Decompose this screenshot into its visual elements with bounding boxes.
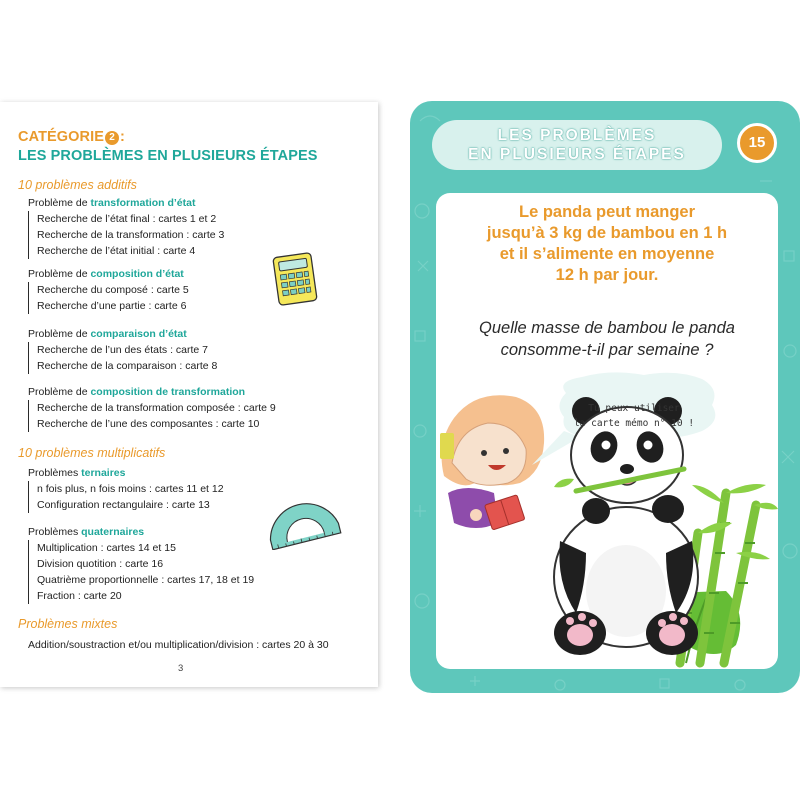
calculator-icon [272,252,318,306]
speech-bubble [566,401,702,431]
page-number: 3 [178,663,184,674]
card-title-line2: EN PLUSIEURS ÉTAPES [468,146,686,163]
group-title-highlight: comparaison d’état [90,328,187,340]
group-ternaires [28,466,224,513]
protractor-icon [262,502,344,550]
card-content-panel [436,193,778,669]
section-heading-additifs: 10 problèmes additifs [18,178,137,192]
group-title-prefix: Problème de [28,197,88,209]
bubble-line: la carte mémo n° 10 ! [573,418,695,429]
group-title-highlight: composition d’état [90,268,184,280]
problem-line: 12 h par jour. [555,266,659,284]
list-item: Multiplication : cartes 14 et 15 [37,542,176,554]
group-title-prefix: Problèmes [28,526,79,538]
group-title-prefix: Problème de [28,268,88,280]
group-title-highlight: ternaires [81,467,126,479]
left-page [0,102,378,687]
group-composition-transformation [28,385,276,432]
group-transformation-etat [28,196,224,259]
list-item: Quatrième proportionnelle : cartes 17, 18 et 19 [37,574,255,586]
group-title-highlight: quaternaires [81,526,145,538]
list-item: Configuration rectangulaire : carte 13 [37,499,210,511]
category-colon: : [120,129,125,145]
group-title-highlight: transformation d’état [90,197,196,209]
list-item: Recherche de l’un des états : carte 7 [37,344,209,356]
question-line: consomme-t-il par semaine ? [500,341,714,359]
list-item: Recherche de la comparaison : carte 8 [37,360,218,372]
group-title-prefix: Problème de [28,328,88,340]
group-composition-etat [28,267,189,314]
list-item: Recherche de l’état final : cartes 1 et 2 [37,213,217,225]
list-item: n fois plus, n fois moins : cartes 11 et 12 [37,483,224,495]
category-number-badge: 2 [105,131,119,145]
card-title-line1: LES PROBLÈMES [497,127,657,144]
list-item: Recherche du composé : carte 5 [37,284,189,296]
question-line: Quelle masse de bambou le panda [479,319,735,337]
list-item: Fraction : carte 20 [37,590,122,602]
list-item: Recherche de la transformation : carte 3 [37,229,225,241]
list-item: Recherche de l’état initial : carte 4 [37,245,196,257]
group-title-highlight: composition de transformation [90,386,246,398]
group-title-prefix: Problème de [28,386,88,398]
problem-line: et il s’alimente en moyenne [499,245,715,263]
group-title-prefix: Problèmes [28,467,79,479]
list-item: Division quotition : carte 16 [37,558,164,570]
panda-illustration [436,193,778,669]
mixed-problems-line: Addition/soustraction et/ou multiplication/division : cartes 20 à 30 [28,639,329,651]
girl-illustration [440,395,544,530]
list-item: Recherche de la transformation composée : carte 9 [37,402,276,414]
group-quaternaires [28,525,254,604]
category-subtitle: LES PROBLÈMES EN PLUSIEURS ÉTAPES [18,148,318,164]
category-prefix: CATÉGORIE [18,129,105,145]
problem-card [410,101,800,693]
category-title [18,128,318,166]
problem-line: jusqu’à 3 kg de bambou en 1 h [486,224,728,242]
list-item: Recherche d’une partie : carte 6 [37,300,187,312]
problem-line: Le panda peut manger [518,203,696,221]
group-comparaison-etat [28,327,217,374]
section-heading-mixtes: Problèmes mixtes [18,617,118,631]
panda-figure [554,397,698,655]
list-item: Recherche de l’une des composantes : carte 10 [37,418,260,430]
bubble-line: Tu peux utiliser [588,403,680,414]
card-number-badge: 15 [737,123,777,163]
section-heading-multiplicatifs: 10 problèmes multiplicatifs [18,446,166,460]
card-title-banner [432,120,722,170]
